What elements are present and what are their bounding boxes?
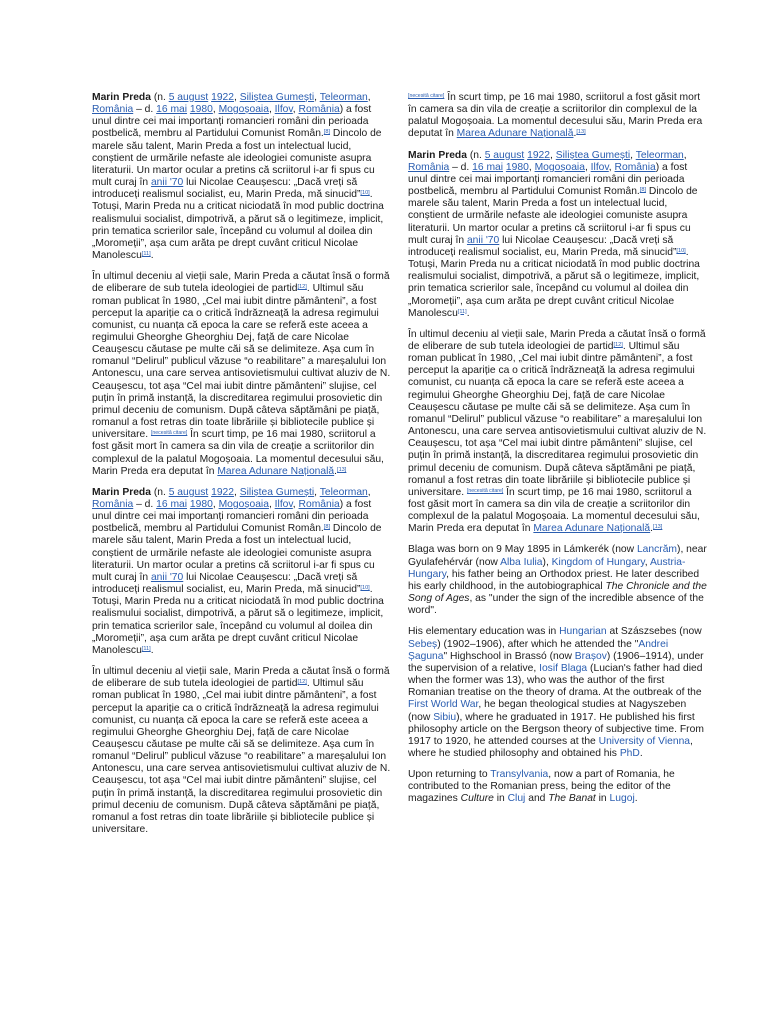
preda-death-paragraph: [necesită citare] În scurt timp, pe 16 mai 1980, scriitorul a fost găsit mort în camera sa din vila de creație a scriitorilor din complexul de la palatul Mogoșoaia. La momentul decesului său, Marin Preda era deputat în Marea Adunare Națională.[13] bbox=[408, 92, 703, 140]
sibiu-link[interactable]: Sibiu bbox=[433, 711, 457, 723]
reference-link[interactable]: [10] bbox=[676, 247, 686, 254]
birth-date-link[interactable]: 5 august bbox=[168, 486, 209, 498]
reference-link[interactable]: [10] bbox=[360, 190, 370, 197]
blaga-education-paragraph: His elementary education was in Hungarian at Szászsebes (now Sebeș) (1902–1906), after which he attended the "Andrei Șaguna" Highschool in Brassó (now Brașov) (1906–1914), under the supervision of a relative, Iosif Blaga (Lucian's father had died when the former was 13), who was the author of the first Romanian treatise on the theory of drama. At the outbreak of the First World War, he began theological studies at Nagyszeben (now Sibiu), where he graduated in 1917. He published his first philosophy article on the Bergson theory of subjective time. From 1917 to 1920, he attended courses at the University of Vienna, where he studied philosophy and obtained his PhD. bbox=[408, 626, 704, 759]
alba-iulia-link[interactable]: Alba Iulia bbox=[500, 556, 543, 568]
birth-year-link[interactable]: 1922 bbox=[527, 149, 551, 161]
citation-needed-link[interactable]: [necesită citare] bbox=[408, 93, 445, 99]
preda-intro-paragraph: Marin Preda (n. 5 august 1922, Siliștea Gumești, Teleorman, România – d. 16 mai 1980, Mogoșoaia, Ilfov, România) a fost unul dintre cei mai importanți romancieri români din perioada postbelică, membru al Partidului Comunist Român.[8] Dincolo de marele său talent, Marin Preda a fost un intelectual lucid, conștient de urmările nefaste ale ideologiei comuniste asupra literaturii. Un martor ocular a pretins că scriitorul i-ar fi spus cu mult curaj în anii '70 lui Nicolae Ceaușescu: „Dacă vreți să introduceți realismul socialist, eu, Marin Preda, mă sinucid”[10]. Totuși, Marin Preda nu a criticat niciodată în mod public doctrina realismului socialist, dimpotrivă, a părut să o legitimeze, implicit, prin tematica scrierilor sale, începând cu volumul al doilea din „Moromeții”, așa cum arăta pe drept cuvânt criticul Nicolae Manolescu[11]. bbox=[92, 92, 384, 262]
book-title: The Chronicle and the Song of Ages bbox=[408, 580, 707, 605]
lancram-link[interactable]: Lancrăm bbox=[636, 544, 678, 556]
death-county-link[interactable]: Ilfov bbox=[274, 499, 293, 510]
marea-adunare-link[interactable]: Marea Adunare Națională bbox=[456, 128, 574, 140]
blaga-birth-paragraph: Blaga was born on 9 May 1895 in Lámkerék (now Lancrăm), near Gyulafehérvár (now Alba Iulia), Kingdom of Hungary, Austria-Hungary, his father being an Orthodox priest. He later described his early childhood, in the autobiographical The Chronicle and the Song of Ages, as "under the sign of the incredible absence of the word". bbox=[408, 544, 707, 617]
sebes-link[interactable]: Sebeș bbox=[408, 638, 438, 650]
anii-70-link[interactable]: anii '70 bbox=[150, 177, 184, 189]
first-world-war-link[interactable]: First World War bbox=[408, 699, 479, 711]
birth-place-link[interactable]: Siliștea Gumești bbox=[239, 486, 315, 498]
death-year-link[interactable]: 1980 bbox=[189, 104, 213, 116]
birth-date-link[interactable]: 5 august bbox=[484, 149, 525, 161]
brasov-link[interactable]: Brașov bbox=[574, 650, 607, 662]
preda-intro-paragraph: Marin Preda (n. 5 august 1922, Siliștea Gumești, Teleorman, România – d. 16 mai 1980, Mogoșoaia, Ilfov, România) a fost unul dintre cei mai importanți romancieri români din perioada postbelică, membru al Partidului Comunist Român.[8] Dincolo de marele său talent, Marin Preda a fost un intelectual lucid, conștient de urmările nefaste ale ideologiei comuniste asupra literaturii. Un martor ocular a pretins că scriitorul i-ar fi spus cu mult curaj în anii '70 lui Nicolae Ceaușescu: „Dacă vreți să introduceți realismul socialist, eu, Marin Preda, mă sinucid”[10]. Totuși, Marin Preda nu a criticat niciodată în mod public doctrina realismului socialist, dimpotrivă, a părut să o legitimeze, implicit, prin tematica scrierilor sale, începând cu volumul al doilea din „Moromeții”, așa cum arăta pe drept cuvânt criticul Nicolae Manolescu[11]. bbox=[92, 486, 384, 656]
magazine-title: The Banat bbox=[548, 793, 596, 805]
iosif-blaga-link[interactable]: Iosif Blaga bbox=[539, 662, 588, 674]
article-subject-name: Marin Preda bbox=[92, 486, 151, 498]
death-date-link[interactable]: 16 mai bbox=[156, 104, 188, 116]
birth-year-link[interactable]: 1922 bbox=[211, 92, 235, 103]
reference-link[interactable]: [13] bbox=[337, 466, 347, 473]
reference-link[interactable]: [11] bbox=[141, 251, 151, 258]
death-place-link[interactable]: Mogoșoaia bbox=[534, 161, 585, 173]
reference-link[interactable]: [12] bbox=[613, 341, 623, 348]
country-link[interactable]: România bbox=[408, 161, 450, 173]
country-link[interactable]: România bbox=[92, 104, 134, 116]
preda-intro-paragraph: Marin Preda (n. 5 august 1922, Siliștea Gumești, Teleorman, România – d. 16 mai 1980, Mogoșoaia, Ilfov, România) a fost unul dintre cei mai importanți romancieri români din perioada postbelică, membru al Partidului Comunist Român.[8] Dincolo de marele său talent, Marin Preda a fost un intelectual lucid, conștient de urmările nefaste ale ideologiei comuniste asupra literaturii. Un martor ocular a pretins că scriitorul i-ar fi spus cu mult curaj în anii '70 lui Nicolae Ceaușescu: „Dacă vreți să introduceți realismul socialist, eu, Marin Preda, mă sinucid”[10]. Totuși, Marin Preda nu a criticat niciodată în mod public doctrina realismului socialist, dimpotrivă, a părut să o legitimeze, implicit, prin tematica scrierilor sale, începând cu volumul al doilea din „Moromeții”, așa cum arăta pe drept cuvânt criticul Nicolae Manolescu[11]. bbox=[408, 149, 700, 319]
magazine-title: Culture bbox=[460, 793, 494, 805]
birth-date-link[interactable]: 5 august bbox=[168, 92, 209, 103]
anii-70-link[interactable]: anii '70 bbox=[466, 234, 500, 246]
marea-adunare-link[interactable]: Marea Adunare Națională bbox=[533, 523, 651, 535]
blaga-return-paragraph: Upon returning to Transylvania, now a part of Romania, he contributed to the Romanian press, being the editor of the magazines Culture in Cluj and The Banat in Lugoj. bbox=[408, 769, 675, 805]
birth-place-link[interactable]: Siliștea Gumești bbox=[555, 149, 631, 161]
university-of-vienna-link[interactable]: University of Vienna bbox=[598, 735, 691, 747]
birth-county-link[interactable]: Teleorman bbox=[635, 149, 684, 161]
andrei-saguna-link[interactable]: Andrei Șaguna bbox=[408, 638, 669, 662]
hungarian-link[interactable]: Hungarian bbox=[559, 626, 607, 638]
birth-county-link[interactable]: Teleorman bbox=[319, 92, 368, 103]
reference-link[interactable]: [8] bbox=[323, 129, 331, 136]
country-link[interactable]: România bbox=[298, 104, 340, 116]
reference-link[interactable]: [12] bbox=[297, 284, 307, 291]
citation-needed-link[interactable]: [necesită citare] bbox=[150, 430, 188, 437]
transylvania-link[interactable]: Transylvania bbox=[490, 769, 549, 781]
birth-county-link[interactable]: Teleorman bbox=[319, 486, 368, 498]
reference-link[interactable]: [13] bbox=[653, 524, 663, 531]
death-date-link[interactable]: 16 mai bbox=[156, 499, 188, 510]
country-link[interactable]: România bbox=[614, 161, 656, 173]
anii-70-link[interactable]: anii '70 bbox=[150, 571, 184, 583]
kingdom-of-hungary-link[interactable]: Kingdom of Hungary bbox=[551, 556, 645, 568]
phd-link[interactable]: PhD bbox=[619, 747, 640, 759]
death-county-link[interactable]: Ilfov bbox=[274, 104, 293, 116]
marea-adunare-link[interactable]: Marea Adunare Națională bbox=[217, 465, 335, 477]
reference-link[interactable]: [8] bbox=[323, 524, 331, 531]
death-year-link[interactable]: 1980 bbox=[505, 161, 529, 173]
death-county-link[interactable]: Ilfov bbox=[590, 161, 609, 173]
death-place-link[interactable]: Mogoșoaia bbox=[218, 104, 269, 116]
lugoj-link[interactable]: Lugoj bbox=[609, 793, 635, 805]
country-link[interactable]: România bbox=[298, 499, 340, 510]
reference-link[interactable]: [11] bbox=[141, 645, 151, 652]
reference-link[interactable]: [13] bbox=[576, 129, 586, 136]
left-column bbox=[92, 92, 392, 845]
death-date-link[interactable]: 16 mai bbox=[472, 161, 504, 173]
country-link[interactable]: România bbox=[92, 499, 134, 510]
preda-last-decade-paragraph: În ultimul deceniu al vieții sale, Marin Preda a căutat însă o formă de eliberare de sub tutela ideologiei de partid[12]. Ultimul său roman publicat în 1980, „Cel mai iubit dintre pământeni”, a fost perceput la apariție ca o critică îndrăzneață la adresa regimului comunist, cu nuanța că epoca la care se referă este aceea a regimului Gheorghe Gheorghiu Dej, față de care Nicolae Ceaușescu căutase pe multe căi să se delimiteze. Așa cum în romanul “Delirul” publicul văzuse “o reabilitare” a mareșalului Ion Antonescu, una care servea antisovietismului cultivat aluziv de N. Ceaușescu, tot așa “Cel mai iubit dintre pământeni” slujise, cel puțin în primă instanță, la discreditarea regimului prosovietic din primul deceniu de comunism. După câteva săptămâni pe piață, romanul a fost retras din toate librăriile și bibliotecile publice și universitare. [necesită citare] În scurt timp, pe 16 mai 1980, scriitorul a fost găsit mort în camera sa din vila de creație a scriitorilor din complexul de la palatul Mogoșoaia. La momentul decesului său, Marin Preda era deputat în Marea Adunare Națională.[13] bbox=[408, 328, 707, 535]
birth-place-link[interactable]: Siliștea Gumești bbox=[239, 92, 315, 103]
citation-needed-link[interactable]: [necesită citare] bbox=[466, 487, 504, 494]
birth-year-link[interactable]: 1922 bbox=[211, 486, 235, 498]
right-column bbox=[408, 92, 708, 815]
reference-link[interactable]: [11] bbox=[457, 308, 467, 315]
reference-link[interactable]: [10] bbox=[360, 585, 370, 592]
article-subject-name: Marin Preda bbox=[408, 149, 467, 161]
death-year-link[interactable]: 1980 bbox=[189, 499, 213, 510]
article-subject-name: Marin Preda bbox=[92, 92, 151, 103]
preda-last-decade-paragraph: În ultimul deceniu al vieții sale, Marin Preda a căutat însă o formă de eliberare de sub tutela ideologiei de partid[12]. Ultimul său roman publicat în 1980, „Cel mai iubit dintre pământeni”, a fost perceput la apariție ca o critică îndrăzneață la adresa regimului comunist, cu nuanța că epoca la care se referă este aceea a regimului Gheorghe Gheorghiu Dej, față de care Nicolae Ceaușescu căutase pe multe căi să se delimiteze. Așa cum în romanul “Delirul” publicul văzuse “o reabilitare” a mareșalului Ion Antonescu, una care servea antisovietismului cultivat aluziv de N. Ceaușescu, tot așa “Cel mai iubit dintre pământeni” slujise, cel puțin în primă instanță, la discreditarea regimului prosovietic din primul deceniu de comunism. După câteva săptămâni pe piață, romanul a fost retras din toate librăriile și bibliotecile publice și universitare. bbox=[92, 666, 391, 836]
cluj-link[interactable]: Cluj bbox=[507, 793, 526, 805]
reference-link[interactable]: [8] bbox=[639, 187, 647, 194]
preda-last-decade-paragraph: În ultimul deceniu al vieții sale, Marin Preda a căutat însă o formă de eliberare de sub tutela ideologiei de partid[12]. Ultimul său roman publicat în 1980, „Cel mai iubit dintre pământeni”, a fost perceput la apariție ca o critică îndrăzneață la adresa regimului comunist, cu nuanța că epoca la care se referă este aceea a regimului Gheorghe Gheorghiu Dej, față de care Nicolae Ceaușescu căutase pe multe căi să se delimiteze. Așa cum în romanul “Delirul” publicul văzuse “o reabilitare” a mareșalului Ion Antonescu, una care servea antisovietismului cultivat aluziv de N. Ceaușescu, tot așa “Cel mai iubit dintre pământeni” slujise, cel puțin în primă instanță, la discreditarea regimului prosovietic din primul deceniu de comunism. După câteva săptămâni pe piață, romanul a fost retras din toate librăriile și bibliotecile publice și universitare. [necesită citare] În scurt timp, pe 16 mai 1980, scriitorul a fost găsit mort în camera sa din vila de creație a scriitorilor din complexul de la palatul Mogoșoaia. La momentul decesului său, Marin Preda era deputat în Marea Adunare Națională.[13] bbox=[92, 271, 391, 477]
reference-link[interactable]: [12] bbox=[297, 679, 307, 686]
austria-hungary-link[interactable]: Austria-Hungary bbox=[408, 556, 686, 580]
death-place-link[interactable]: Mogoșoaia bbox=[218, 499, 269, 510]
